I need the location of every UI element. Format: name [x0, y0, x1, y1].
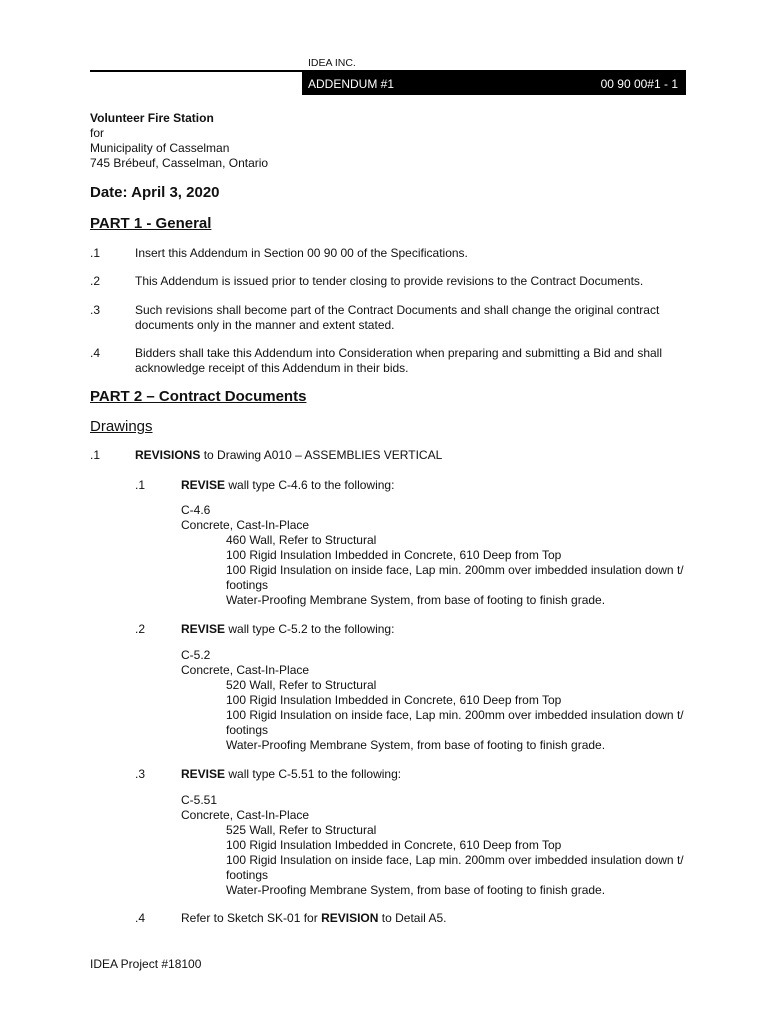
revision-number: .3: [135, 767, 146, 781]
revision-text: [181, 622, 394, 637]
addendum-label: ADDENDUM #1: [308, 77, 395, 91]
wall-type-detail: 100 Rigid Insulation on inside face, Lap min. 200mm over imbedded insulation down t/: [226, 708, 684, 722]
wall-type-material: Concrete, Cast-In-Place: [181, 808, 310, 822]
wall-type-code: C-5.51: [181, 793, 218, 807]
keyword-revise: REVISE: [181, 767, 226, 781]
keyword-revision: REVISION: [321, 911, 379, 925]
project-address: 745 Brébeuf, Casselman, Ontario: [90, 156, 269, 170]
wall-type-detail: 525 Wall, Refer to Structural: [226, 823, 377, 837]
wall-type-detail: Water-Proofing Membrane System, from base of footing to finish grade.: [226, 593, 606, 607]
wall-type-detail: footings: [226, 868, 269, 882]
part1-title: PART 1 - General: [90, 215, 212, 232]
wall-type-detail: 100 Rigid Insulation Imbedded in Concrete, 610 Deep from Top: [226, 838, 562, 852]
wall-type-detail: footings: [226, 723, 269, 737]
section-page-number: 00 90 00#1 - 1: [600, 77, 678, 91]
wall-type-material: Concrete, Cast-In-Place: [181, 518, 310, 532]
wall-type-detail: 100 Rigid Insulation Imbedded in Concrete, 610 Deep from Top: [226, 548, 562, 562]
part1-item-text: This Addendum is issued prior to tender closing to provide revisions to the Contract Documents.: [135, 274, 644, 288]
keyword-revise: REVISE: [181, 622, 226, 636]
wall-type-material: Concrete, Cast-In-Place: [181, 663, 310, 677]
part1-item-text: Insert this Addendum in Section 00 90 00 of the Specifications.: [135, 246, 468, 260]
project-for: for: [90, 126, 105, 140]
revision-rest-text: wall type C-4.6 to the following:: [225, 478, 395, 492]
wall-type-detail: Water-Proofing Membrane System, from base of footing to finish grade.: [226, 738, 606, 752]
revision-rest-text: wall type C-5.51 to the following:: [225, 767, 402, 781]
document-date: Date: April 3, 2020: [90, 184, 220, 201]
wall-type-code: C-4.6: [181, 503, 211, 517]
wall-type-code: C-5.2: [181, 648, 211, 662]
revision-text: [181, 478, 394, 493]
keyword-revisions: REVISIONS: [135, 448, 201, 462]
part1-item-text: Bidders shall take this Addendum into Consideration when preparing and submitting a Bid and shall: [135, 346, 662, 360]
part2-item-text: [135, 448, 442, 463]
part2-item-number: .1: [90, 448, 101, 462]
wall-type-detail: 520 Wall, Refer to Structural: [226, 678, 377, 692]
part1-item-number: .1: [90, 246, 101, 260]
drawings-subtitle: Drawings: [90, 418, 153, 435]
part1-item-text: acknowledge receipt of this Addendum in their bids.: [135, 361, 409, 375]
part1-item-number: .4: [90, 346, 101, 360]
company-name: IDEA INC.: [308, 57, 356, 69]
wall-type-detail: 100 Rigid Insulation Imbedded in Concrete, 610 Deep from Top: [226, 693, 562, 707]
revision-number: .1: [135, 478, 146, 492]
part1-item-number: .2: [90, 274, 101, 288]
revision-rest-text: wall type C-5.2 to the following:: [225, 622, 395, 636]
part2-title: PART 2 – Contract Documents: [90, 388, 307, 405]
part1-item-text: Such revisions shall become part of the Contract Documents and shall change the original contract: [135, 303, 660, 317]
wall-type-detail: 100 Rigid Insulation on inside face, Lap min. 200mm over imbedded insulation down t/: [226, 563, 684, 577]
wall-type-detail: 460 Wall, Refer to Structural: [226, 533, 377, 547]
wall-type-detail: Water-Proofing Membrane System, from base of footing to finish grade.: [226, 883, 606, 897]
project-name: Volunteer Fire Station: [90, 111, 214, 125]
keyword-revise: REVISE: [181, 478, 226, 492]
footer-project-number: IDEA Project #18100: [90, 957, 202, 971]
header-bar: [302, 72, 686, 95]
revision-text: [181, 767, 401, 782]
part1-item-number: .3: [90, 303, 101, 317]
project-client: Municipality of Casselman: [90, 141, 230, 155]
item4-pre-text: Refer to Sketch SK-01 for: [181, 911, 322, 925]
item4-post-text: to Detail A5.: [378, 911, 447, 925]
revision-number: .4: [135, 911, 146, 925]
revision-number: .2: [135, 622, 146, 636]
revision-text: [181, 911, 446, 926]
wall-type-detail: 100 Rigid Insulation on inside face, Lap min. 200mm over imbedded insulation down t/: [226, 853, 684, 867]
part1-item-text: documents only in the manner and extent stated.: [135, 318, 395, 332]
wall-type-detail: footings: [226, 578, 269, 592]
item-rest-text: to Drawing A010 – ASSEMBLIES VERTICAL: [200, 448, 443, 462]
